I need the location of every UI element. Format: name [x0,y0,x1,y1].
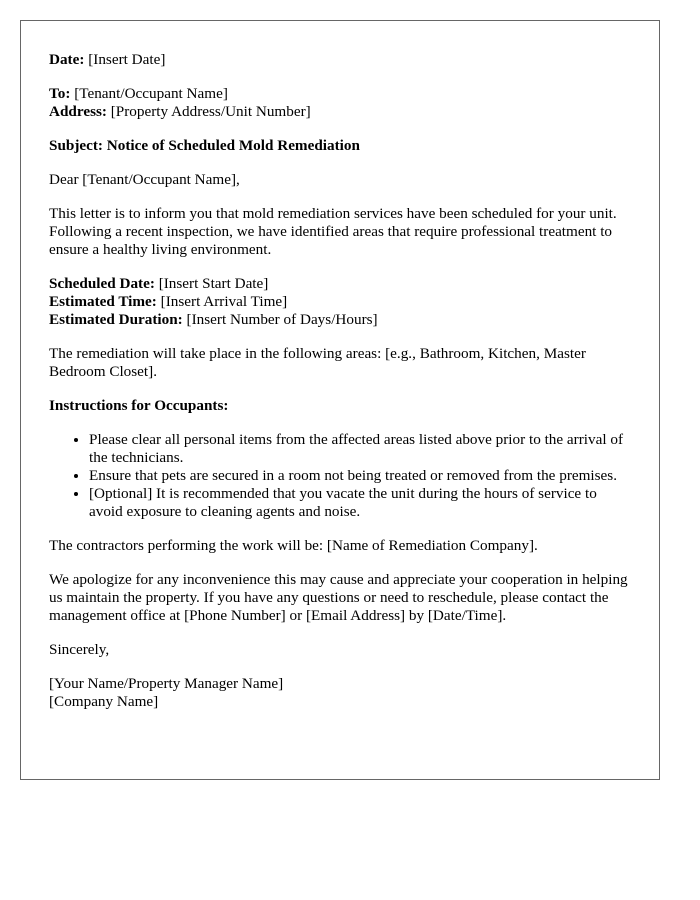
subject-line [49,137,631,155]
signoff: Sincerely, [49,641,110,658]
signature-company: [Company Name] [49,693,159,710]
estimated-time-label: Estimated Time: [49,293,157,310]
instructions-heading: Instructions for Occupants: [49,397,229,414]
estimated-duration-label: Estimated Duration: [49,311,183,328]
address-value: [Property Address/Unit Number] [110,103,311,120]
scheduled-date-value: [Insert Start Date] [158,275,269,292]
address-line [49,103,631,121]
letter-document [20,20,660,780]
schedule-block [49,275,631,329]
date-line [49,51,631,69]
instructions-list [49,431,631,521]
to-label: To: [49,85,71,102]
closing-paragraph: We apologize for any inconvenience this may cause and appreciate your cooperation in helping us maintain the property. If you have any questions or need to reschedule, please contact the management office at [Phone Number] or [Email Address] by [Date/Time]. [49,571,628,624]
intro-paragraph: This letter is to inform you that mold remediation services have been scheduled for your unit. Following a recent inspection, we have identified areas that require professional treatment to ensure a healthy living environment. [49,205,617,258]
signature-block [49,675,631,711]
subject-label: Subject: [49,137,103,154]
address-label: Address: [49,103,107,120]
instruction-item: • Ensure that pets are secured in a room not being treated or removed from the premises. [89,467,631,485]
subject-value: Notice of Scheduled Mold Remediation [106,137,360,154]
salutation: Dear [Tenant/Occupant Name], [49,171,240,188]
instruction-item: • Please clear all personal items from the affected areas listed above prior to the arrival of the technicians. [89,431,631,467]
estimated-time-line [49,293,631,311]
estimated-time-value: [Insert Arrival Time] [160,293,288,310]
signature-name: [Your Name/Property Manager Name] [49,675,284,692]
contractors-paragraph: The contractors performing the work will be: [Name of Remediation Company]. [49,537,538,554]
estimated-duration-line [49,311,631,329]
date-label: Date: [49,51,85,68]
instruction-item: • [Optional] It is recommended that you vacate the unit during the hours of service to avoid exposure to cleaning agents and noise. [89,485,631,521]
scheduled-date-label: Scheduled Date: [49,275,155,292]
to-line [49,85,631,103]
estimated-duration-value: [Insert Number of Days/Hours] [186,311,378,328]
recipient-block [49,85,631,121]
date-value: [Insert Date] [88,51,166,68]
scheduled-date-line [49,275,631,293]
areas-paragraph: The remediation will take place in the following areas: [e.g., Bathroom, Kitchen, Master Bedroom Closet]. [49,345,586,380]
to-value: [Tenant/Occupant Name] [74,85,228,102]
